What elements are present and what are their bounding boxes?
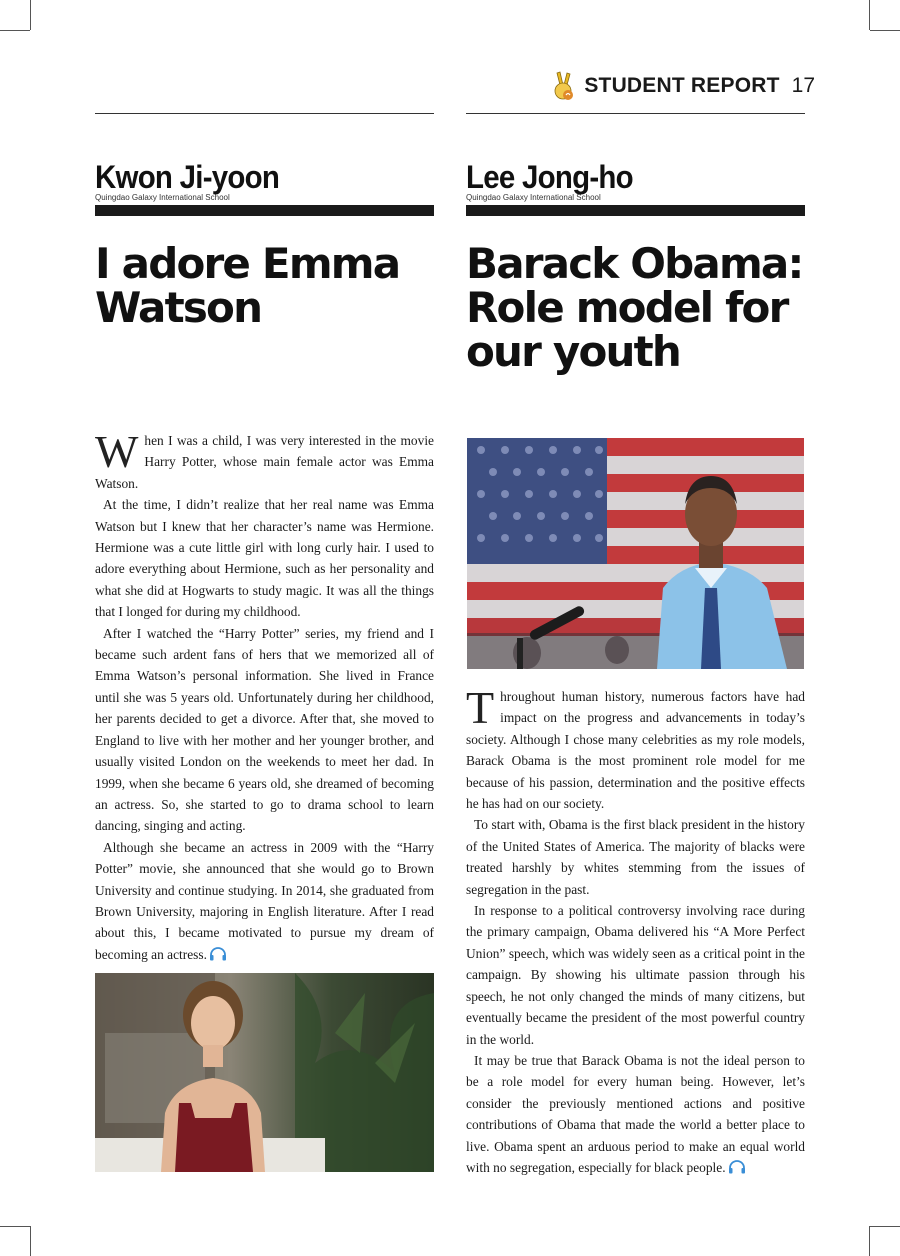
crop-mark xyxy=(0,30,30,31)
paragraph: To start with, Obama is the first black president in the history of the United States of America. The majority of blacks were treated harshly by whites stemming from the issues of segregation in the past. xyxy=(466,817,805,897)
right-article-body xyxy=(466,682,805,1178)
article-headline xyxy=(466,239,805,376)
peace-hand-icon xyxy=(550,70,576,102)
headphones-icon xyxy=(209,947,227,961)
divider-rule xyxy=(466,205,805,216)
crop-mark xyxy=(869,0,870,30)
author-school: Quingdao Galaxy International School xyxy=(95,193,230,202)
author-name: Lee Jong-ho xyxy=(466,159,633,195)
headphones-icon xyxy=(728,1160,746,1174)
paragraph: Throughout human history, numerous factors have had impact on the progress and advancements in today’s society. Although I chose many celebrities as my role models, Barack Obama is the most prominent role model for me because of his passion, determination and the positive effects he has had on our society. xyxy=(466,682,805,812)
crop-mark xyxy=(870,1226,900,1227)
headline-line: Barack Obama: xyxy=(466,239,803,288)
paragraph: In response to a political controversy involving race during the primary campaign, Obama delivered his “A More Perfect Union” speech, which was widely seen as a critical point in the campaign. By showing his ultimate passion through his speech, he not only changed the minds of many citizens, but eventually became the president of the most powerful country in the world. xyxy=(466,903,805,1047)
paragraph: It may be true that Barack Obama is not the ideal person to be a role model for every human being. However, let’s consider the previously mentioned actions and positive contributions of Obama that made the world a better place to live. Obama spent an arduous period to make an equal world with no segregation, especially for black people. xyxy=(466,1052,805,1175)
divider-rule xyxy=(95,205,434,216)
crop-mark xyxy=(869,1226,870,1256)
drop-cap: W xyxy=(95,426,139,477)
headline-line: I adore Emma xyxy=(95,239,400,288)
headline-line: Watson xyxy=(95,283,262,332)
right-article-header xyxy=(466,113,805,374)
headline-line: our youth xyxy=(466,327,681,376)
page-header xyxy=(550,70,815,102)
crop-mark xyxy=(870,30,900,31)
page-number: 17 xyxy=(791,74,815,97)
left-article-body xyxy=(95,426,434,965)
woman-portrait-photo xyxy=(95,973,434,1172)
crop-mark xyxy=(30,0,31,30)
drop-cap: T xyxy=(466,682,495,733)
top-rule xyxy=(95,113,434,114)
crop-mark xyxy=(0,1226,30,1227)
article-headline xyxy=(95,239,434,332)
crop-mark xyxy=(30,1226,31,1256)
section-title: STUDENT REPORT xyxy=(584,74,780,97)
left-article-header xyxy=(95,113,434,330)
author-school: Quingdao Galaxy International School xyxy=(466,193,601,202)
paragraph: When I was a child, I was very interested in the movie Harry Potter, whose main female actor was Emma Watson. xyxy=(95,426,434,491)
headline-line: Role model for xyxy=(466,283,788,332)
paragraph: Although she became an actress in 2009 with the “Harry Potter” movie, she announced that she would go to Brown University and continue studying. In 2014, she graduated from Brown University, majoring in English literature. After I read about this, I became motivated to pursue my dream of becoming an actress. xyxy=(95,839,434,962)
paragraph: At the time, I didn’t realize that her real name was Emma Watson but I knew that her character’s name was Hermione. Hermione was a cute little girl with long curly hair. I used to adore everything about Hermione, such as her personality and what she did at Hogwarts to study magic. It was all the things that I longed for during my childhood. xyxy=(95,497,434,620)
woman-portrait-photo xyxy=(95,973,434,1172)
speaker-flag-photo xyxy=(467,438,804,669)
paragraph: After I watched the “Harry Potter” series, my friend and I became such ardent fans of hers that we memorized all of Emma Watson’s personal information. She lived in France until she was 5 years old. Unfortunately during her childhood, her parents decided to get a divorce. After that, she moved to England to live with her mother and her younger brother, and usually visited London on the weekends to meet her dad. In 1999, when she became 6 years old, she dreamed of becoming an actress. So, she started to go to drama school to learn dancing, singing and acting. xyxy=(95,625,434,834)
top-rule xyxy=(466,113,805,114)
speaker-flag-photo xyxy=(467,438,804,669)
author-name: Kwon Ji-yoon xyxy=(95,159,280,195)
